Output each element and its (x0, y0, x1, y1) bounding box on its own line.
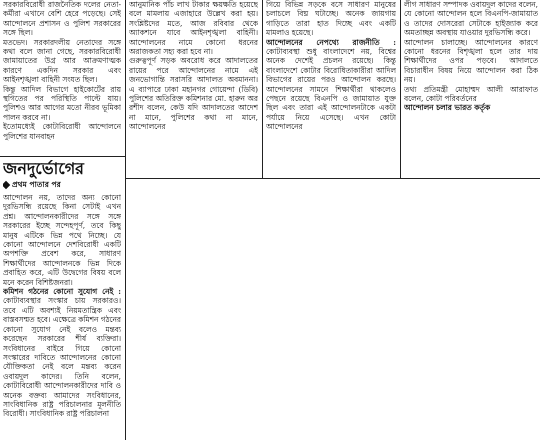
column-2-upper (129, 0, 258, 178)
paragraph-text: কোটাব্যবস্থা শুধু বাংলাদেশে নয়, বিশ্বের অনেক দেশেই প্রচলন রয়েছে। কিন্তু বাংলাদেশে কোটার বিরোধিতাকারীরা আদিল বিভাগের রায়ের পরও আন্দোলন করছে। আন্দোলনের সামনে শিক্ষার্থীরা থাকলেও পেছনে রয়েছে বিএনপি ও জামায়াত যুক্ত ছিল এবং তারা এই আন্দোলনটাকে একটা পর্যায়ে নিয়ে এসেছে। এখন কোটা আন্দোলনের (266, 47, 396, 132)
column-4-upper (404, 0, 538, 178)
cut-line: আন্দোলন চলার ভারত কর্তৃক (404, 103, 491, 113)
paragraph: আন্দোলন নয়, তাদের অন্য কোনো দুরভিসন্ধি রয়েছে কিনা সেটাই এখন প্রশ্ন। আন্দোলনকারীদের সঙ্গে সঙ্গে সরকারের ইচ্ছে সন্দেহপূর্ণ, তবে কিছু মানুষ এটিকে ভিন্ন পথে নিচ্ছে। যে কোনো আন্দোলনে দেশবিরোধী একটি অপশক্তি প্রবেশ করে, সাধারণ শিক্ষার্থীদের আন্দোলনকে ভিন্ন দিকে প্রবাহিত করে, এটি উদ্বেগের বিষয় বলে মনে করেন বিশিষ্টজনরা। (3, 193, 121, 287)
column-3-upper (266, 0, 396, 178)
paragraph: তথ্য প্রতিমন্ত্রী মোহাম্মদ আলী আরাফাত বলেন, কোটা পরিবর্তনের (404, 84, 538, 104)
paragraph: কিন্তু আদিল বিভাগে হাইকোর্টের রায় স্থগিতের পর পরিস্থিতি পাল্টে যায়। পুলিশও আর আগের মতো নীরব ভূমিকা পালন করবে না। (3, 84, 121, 122)
paragraph: গুরুত্বপূর্ণ সড়ক অবরোধ করে আদালতের রায়ের পরে আন্দোলনের নামে এই জনভোগান্তি সরাসরি আদালত অবমাননা। এ ব্যাপারে ঢাকা মহানগর গোয়েন্দা (ডিবি) পুলিশের অতিরিক্ত কমিশনার মো. হারুন অর রশীদ বলেন, কেউ যদি আদালতের আদেশ না মানে, পুলিশের কথা না মানে, আন্দোলনের (129, 56, 258, 132)
article-janadurbhog (3, 160, 121, 440)
paragraph: আন্দোলন চালাচ্ছে। আন্দোলনের কারণে কোনো ধরনের বিশৃঙ্খলা হলে তার দায় শিক্ষার্থীদের ওপর পড়বে। আদালতে বিচারাধীন বিষয় নিয়ে আন্দোলন করা ঠিক নয়। (404, 37, 538, 85)
section-divider (126, 178, 540, 179)
paragraph (3, 287, 121, 419)
column-divider (400, 0, 401, 178)
column-divider (262, 0, 263, 178)
paragraph: ইতোমধ্যেই কোটাবিরোধী আন্দোলনে পুলিশের যানবাহন (3, 122, 121, 141)
section-divider (0, 156, 125, 157)
continuation-kicker: প্রথম পাতার পর (3, 180, 121, 190)
subheading: কমিশন গঠনের কোনো সুযোগ নেই : (3, 287, 121, 297)
column-1-upper (3, 0, 121, 156)
subheading: আন্দোলনের নেপথ্যে রাজনীতি : (266, 37, 396, 47)
paragraph: মতভেদ। সরকারদলীয় নেতাদের সঙ্গে কথা বলে জানা গেছে, সরকারবিরোধী জামায়াতের উগ্র আর আক্রমণাত্মক কারণে একদিন সরকার এবং আইনশৃঙ্খলা বাহিনী সংযত ছিল। (3, 37, 121, 85)
column-divider (125, 0, 126, 440)
paragraph: লীগ সাধারণ সম্পাদক ওবায়দুল কাদের বলেন, যে কোনো আন্দোলন হলে বিএনপি-জামায়াত ও তাদের দোসরেরা সেটাকে হাইজ্যাক করে অমতাচ্ছন্ন অবস্থায় যাওয়ার দুরভিসন্ধি করে। (404, 0, 538, 38)
paragraph: সরকারবিরোধী রাজনৈতিক দলের নেতা-কর্মীরা এখানে বেশি হেরে পড়েছে। সেই আন্দোলনে প্রশাসন ও পুলিশ সরকারের সঙ্গে ছিল। (3, 0, 121, 38)
paragraph-text: কোটাব্যবস্থার সংস্কার চায় সরকারও। তবে এটি অবশ্যই নিয়মতান্ত্রিক এবং বাস্তবসম্মত হবে। এক্ষেত্রে কমিশন গঠনের কোনো সুযোগ নেই বলেও মন্তব্য করেছেন সরকারের শীর্ষ ব্যক্তিরা। সংবিধানের বাইরে গিয়ে কোনো সংস্কারের দাবিতে আন্দোলনের কোনো যৌক্তিকতা নেই বলে মন্তব্য করেন ওবায়দুল কাদের। তিনি বলেন, কোটাবিরোধী আন্দোলনকারীদের দাবি ও অনেক বক্তব্য আমাদের সংবিধানের, সাংবিধানিক রাষ্ট্র পরিচালনার মূলনীতি বিরোধী। সাংবিধানিক রাষ্ট্র পরিচালনা (3, 296, 121, 419)
diamond-icon (3, 181, 10, 189)
paragraph: গিয়ে বিভিন্ন সড়কে বসে সাধারণ মানুষের চলাচলে বিঘ্ন ঘটাচ্ছে। অনেক জায়গায় গাড়িতে তারা হাত দিচ্ছে এবং একটি মামলাও হয়েছে। (266, 0, 396, 38)
article-headline: জনদুর্ভোগের (3, 160, 84, 178)
paragraph (266, 38, 396, 132)
paragraph: আনুমানিক পাঁচ লাখ টাকার ক্ষয়ক্ষতি হয়েছে বলে মামলায় এজাহারে উল্লেখ করা হয়। সংশ্লিষ্টদের মতে, আজ রবিবার থেকে অ্যাকশনে যাবে আইনশৃঙ্খলা বাহিনী। আন্দোলনের নামে কোনো ধরনের অরাজকতা সহ্য করা হবে না। (129, 0, 258, 57)
